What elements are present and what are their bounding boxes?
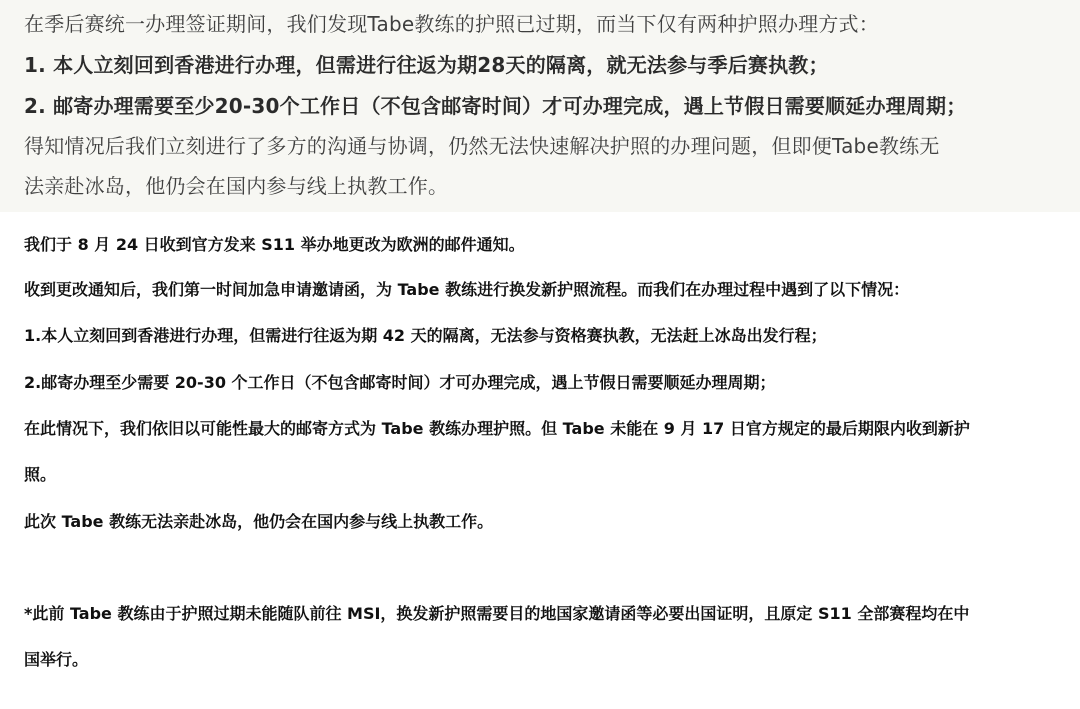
statement-paragraph-option-1: 1.本人立刻回到香港进行办理，但需进行往返为期 42 天的隔离，无法参与资格赛执教，无法赶上冰岛出发行程；	[24, 326, 827, 345]
statement-footnote-b: 国举行。	[24, 650, 89, 669]
statement-paragraph-notice: 我们于 8 月 24 日收到官方发来 S11 举办地更改为欧洲的邮件通知。	[24, 235, 525, 254]
statement-paragraph-remote-coaching: 此次 Tabe 教练无法亲赴冰岛，他仍会在国内参与线上执教工作。	[24, 512, 494, 531]
earlier-statement-excerpt	[0, 0, 1080, 212]
statement-paragraph-process: 收到更改通知后，我们第一时间加急申请邀请函，为 Tabe 教练进行换发新护照流程。而我们在办理过程中遇到了以下情况：	[24, 280, 910, 299]
statement-footnote-a: *此前 Tabe 教练由于护照过期未能随队前往 MSI，换发新护照需要目的地国家邀请函等必要出国证明，且原定 S11 全部赛程均在中	[24, 604, 970, 623]
statement-paragraph-option-2: 2.邮寄办理至少需要 20-30 个工作日（不包含邮寄时间）才可办理完成，遇上节假日需要顺延办理周期；	[24, 373, 776, 392]
excerpt-line-option-1: 1. 本人立刻回到香港进行办理，但需进行往返为期28天的隔离，就无法参与季后赛执教；	[24, 53, 829, 77]
excerpt-line-conclusion-a: 得知情况后我们立刻进行了多方的沟通与协调，仍然无法快速解决护照的办理问题，但即便Tabe教练无	[24, 134, 940, 158]
statement-paragraph-result-b: 照。	[24, 465, 57, 484]
excerpt-line-intro: 在季后赛统一办理签证期间，我们发现Tabe教练的护照已过期，而当下仅有两种护照办理方式：	[24, 12, 879, 36]
statement-paragraph-result-a: 在此情况下，我们依旧以可能性最大的邮寄方式为 Tabe 教练办理护照。但 Tabe 未能在 9 月 17 日官方规定的最后期限内收到新护	[24, 419, 970, 438]
excerpt-line-conclusion-b: 法亲赴冰岛，他仍会在国内参与线上执教工作。	[24, 174, 449, 198]
excerpt-line-option-2: 2. 邮寄办理需要至少20-30个工作日（不包含邮寄时间）才可办理完成，遇上节假日需要顺延办理周期；	[24, 94, 967, 118]
